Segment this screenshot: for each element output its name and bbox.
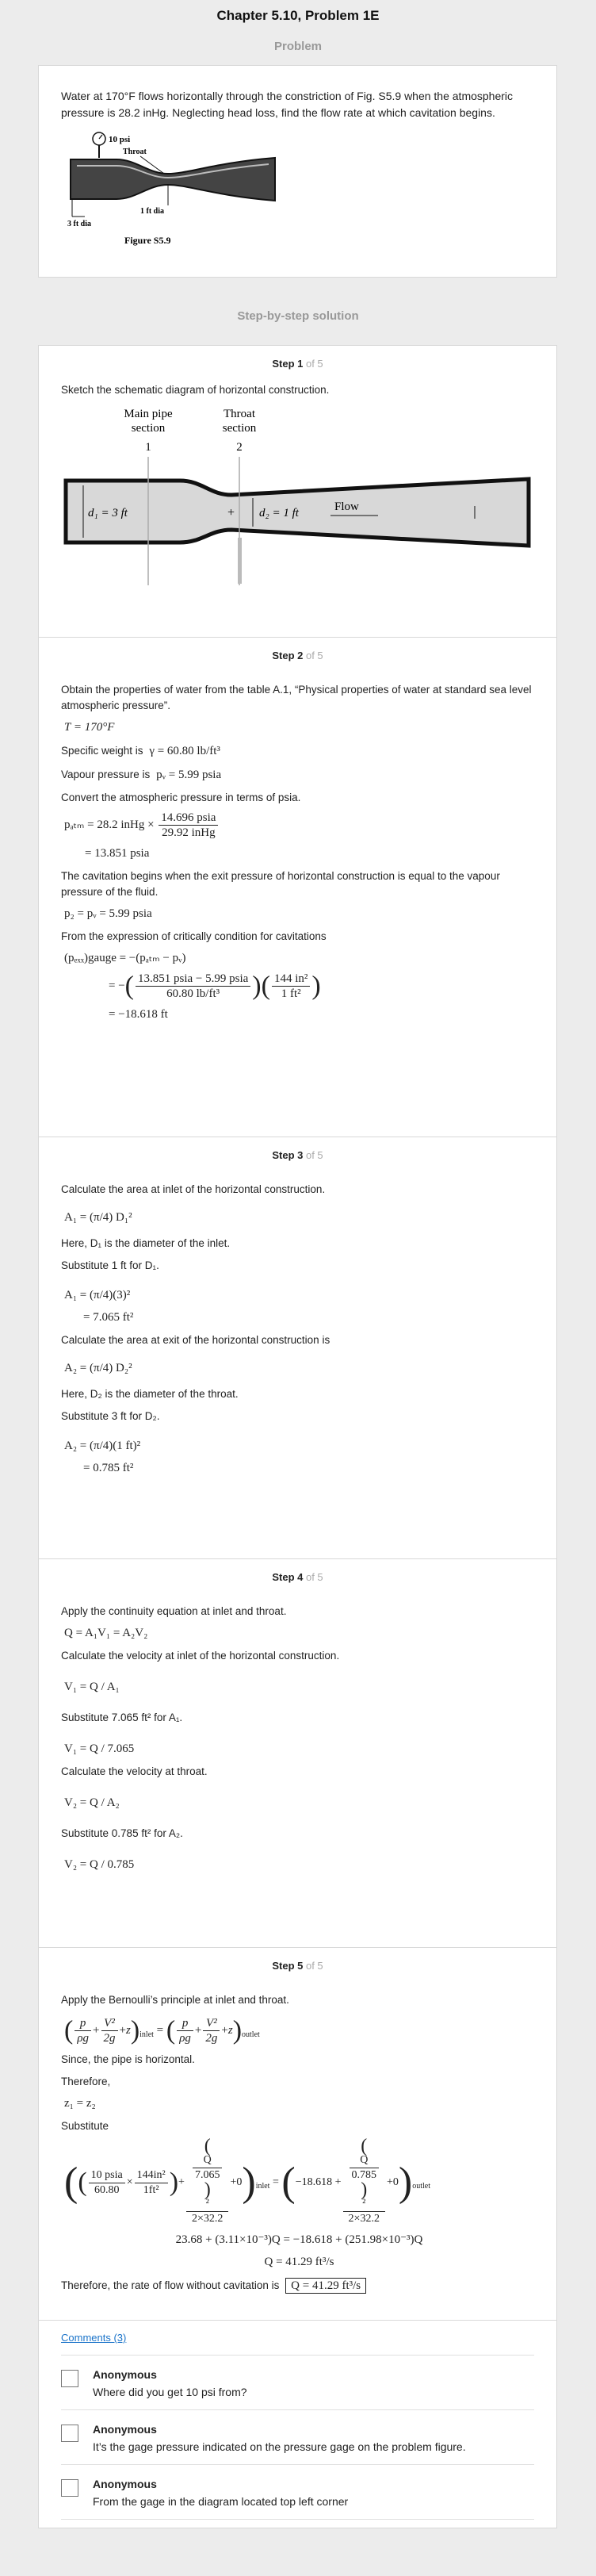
throat-label: Throat: [123, 148, 147, 156]
step-1: [39, 346, 556, 638]
comment-text: From the gage in the diagram located top left corner: [93, 2495, 349, 2508]
lhs-num: 10 psia: [89, 2168, 125, 2183]
step-1-text: Sketch the schematic diagram of horizontal construction.: [61, 384, 330, 396]
v2-sub-eq: V₂ = Q / 0.785: [64, 1858, 135, 1871]
vapour-pressure-line: [61, 766, 534, 784]
continuity-eq: Q = A₁V₁ = A₂V₂: [64, 1627, 148, 1639]
step-4-sub-1: Substitute 7.065 ft² for A₁.: [61, 1712, 183, 1723]
lhs-conv-num: 144in²: [135, 2168, 168, 2183]
step-2-label: Step 2: [272, 650, 304, 661]
comments-section: [39, 2321, 556, 2528]
den2: 2×32.2: [348, 2213, 380, 2225]
step-5-text-4: Substitute: [61, 2120, 109, 2132]
step-4-text-1: Apply the continuity equation at inlet and throat.: [61, 1605, 287, 1617]
flow-label: Flow: [334, 500, 359, 513]
main-pipe-label-2: section: [131, 422, 166, 435]
v1-sub-eq: V₁ = Q / 7.065: [64, 1742, 135, 1755]
eq2-conv: [272, 972, 310, 1001]
steps-card: [38, 345, 557, 2528]
step-2-of: of 5: [303, 650, 323, 661]
bernoulli-line-3: Q = 41.29 ft³/s: [264, 2256, 334, 2268]
specific-weight-label: Specific weight is: [61, 745, 143, 757]
comment-author: Anonymous: [93, 2423, 157, 2436]
step-3-sub-2: Substitute 3 ft for D₂.: [61, 1410, 160, 1422]
main-pipe-label-1: Main pipe: [124, 408, 173, 420]
step-2-text-4: From the expression of critically condition for cavitations: [61, 930, 327, 942]
step-3-text-2: Calculate the area at exit of the horizontal construction is: [61, 1334, 330, 1346]
step-3-label: Step 3: [272, 1149, 304, 1161]
lhs-den: 60.80: [94, 2183, 120, 2196]
patm-den: 29.92 inHg: [162, 826, 216, 839]
v2-eq: V₂ = Q / A₂: [64, 1796, 120, 1809]
den1: 2×32.2: [192, 2213, 224, 2225]
throat-section-number: 2: [236, 441, 243, 454]
specific-weight-line: [61, 742, 534, 760]
patm-eq: [64, 811, 534, 840]
figure-caption: Figure S5.9: [124, 235, 171, 246]
svg-text:+: +: [227, 506, 235, 519]
step-5-text-3: Therefore,: [61, 2076, 111, 2087]
step-5-label: Step 5: [272, 1960, 304, 1972]
step-4-header: [61, 1559, 534, 1589]
lhs-conv-den: 1ft²: [143, 2183, 159, 2196]
d1-label: d₁ = 3 ft: [88, 507, 128, 519]
final-answer-line: [61, 2277, 534, 2294]
comment: [61, 2409, 534, 2464]
step-3-header: [61, 1137, 534, 1167]
horizontal-construction-diagram: [61, 403, 537, 589]
step-2: [39, 638, 556, 1137]
throat-label-1: Throat: [224, 408, 255, 420]
a1-sub-eq: A₁ = (π/4)(3)²: [64, 1289, 131, 1301]
z-eq: z₁ = z₂: [64, 2097, 96, 2110]
p2-eq: p₂ = pᵥ = 5.99 psia: [64, 907, 152, 920]
step-2-header: [61, 638, 534, 668]
a2-sub-eq: A₂ = (π/4)(1 ft)²: [64, 1439, 141, 1452]
throat-label-2: section: [222, 422, 257, 435]
step-3-text-1: Calculate the area at inlet of the horizontal construction.: [61, 1183, 326, 1195]
constriction-pipe: [71, 158, 275, 201]
step-4-text-2: Calculate the velocity at inlet of the horizontal construction.: [61, 1650, 340, 1662]
problem-figure: [61, 128, 291, 247]
step-3-here-1: Here, D₁ is the diameter of the inlet.: [61, 1237, 231, 1249]
step-3-here-2: Here, D₂ is the diameter of the throat.: [61, 1388, 239, 1400]
comment-text: Where did you get 10 psi from?: [93, 2386, 247, 2398]
pipe-dia-label: 3 ft dia: [67, 220, 91, 228]
step-3: [39, 1137, 556, 1559]
solution-heading: Step-by-step solution: [237, 309, 359, 323]
q1-num: Q: [193, 2153, 223, 2168]
final-answer-box: Q = 41.29 ft³/s: [285, 2278, 366, 2294]
step-5-text-1: Apply the Bernoulli’s principle at inlet and throat.: [61, 1994, 289, 2006]
page-title: Chapter 5.10, Problem 1E: [216, 8, 380, 23]
patm-num: 14.696 psia: [159, 811, 218, 826]
q2-num: Q: [350, 2153, 380, 2168]
vapour-pressure-label: Vapour pressure is: [61, 769, 151, 780]
specific-weight-value: γ = 60.80 lb/ft³: [149, 745, 220, 757]
eq2-den: 60.80 lb/ft³: [166, 987, 220, 1000]
bernoulli-line-2: 23.68 + (3.11×10⁻³)Q = −18.618 + (251.98×10⁻³)Q: [175, 2233, 423, 2246]
eq2-conv-den: 1 ft²: [281, 987, 301, 1000]
step-1-header: [61, 346, 534, 376]
step-2-text-1: Obtain the properties of water from the table A.1, “Physical properties of water at standard sea level atmospheric pressure”.: [61, 684, 532, 711]
problem-heading: Problem: [273, 40, 322, 53]
problem-card: [38, 65, 557, 278]
step-2-text-2: Convert the atmospheric pressure in terms of psia.: [61, 792, 301, 803]
q2-den: 0.785: [351, 2169, 376, 2181]
step-2-text-3: The cavitation begins when the exit pressure of horizontal construction is equal to the vapour pressure of the fluid.: [61, 870, 500, 898]
patm-lhs: pₐₜₘ = 28.2 inHg ×: [64, 818, 155, 831]
comment-checkbox[interactable]: [61, 2370, 78, 2387]
bernoulli-eq: ( $\frac{p}{\rho g}$ + $\frac{\text{V²}}{2g}$ $+z)_{inlet}$ = ( $\frac{p}{\rho g}$ + $\frac{\text{V²}}{2g}$ $+z)_{outlet}$: [64, 2015, 260, 2045]
cavitation-eq-1: (pₑₓₓ)gauge = −(pₐₜₘ − pᵥ): [64, 952, 186, 964]
step-4: [39, 1559, 556, 1948]
main-section-number: 1: [145, 441, 151, 454]
a2-result: = 0.785 ft²: [83, 1462, 134, 1474]
step-3-sub-1: Substitute 1 ft for D₁.: [61, 1259, 159, 1271]
cavitation-result: = −18.618 ft: [109, 1008, 168, 1021]
comments-link[interactable]: Comments (3): [61, 2332, 127, 2344]
a1-result: = 7.065 ft²: [83, 1311, 134, 1324]
v1-eq: V₁ = Q / A₁: [64, 1681, 120, 1693]
step-1-label: Step 1: [272, 358, 304, 370]
comment-author: Anonymous: [93, 2478, 157, 2490]
throat-dia-label: 1 ft dia: [140, 207, 164, 216]
step-1-of: of 5: [303, 358, 323, 370]
patm-result: = 13.851 psia: [85, 847, 150, 860]
temperature-eq: T = 170°F: [64, 721, 115, 734]
vapour-pressure-value: pᵥ = 5.99 psia: [156, 769, 222, 781]
cavitation-eq-2: = −( $\frac{\text{13.851 psia − 5.99 psia}}{\text{60.80 lb/ft³}}$ )( $\frac{\text{144 in²}}{\text{1 ft²}}$ ): [109, 971, 321, 1001]
step-4-label: Step 4: [272, 1571, 304, 1583]
step-5: [39, 1948, 556, 2321]
problem-text: Water at 170°F flows horizontally through the constriction of Fig. S5.9 when the atmospheric pressure is 28.2 inHg. Neglecting head loss, find the flow rate at which cavitation begins.: [61, 90, 514, 119]
step-4-of: of 5: [303, 1571, 323, 1583]
gauge-label: 10 psi: [109, 135, 131, 144]
comment-author: Anonymous: [93, 2368, 157, 2381]
rhs-a: −18.618 +: [295, 2176, 342, 2189]
step-4-text-3: Calculate the velocity at throat.: [61, 1765, 208, 1777]
comment-checkbox[interactable]: [61, 2425, 78, 2442]
step-3-of: of 5: [303, 1149, 323, 1161]
comment-text: It’s the gage pressure indicated on the pressure gage on the problem figure.: [93, 2440, 466, 2453]
comment-checkbox[interactable]: [61, 2479, 78, 2497]
eq2-frac: [136, 972, 250, 1001]
step-5-text-2: Since, the pipe is horizontal.: [61, 2053, 195, 2065]
step-5-header: [61, 1948, 534, 1978]
d2-label: d₂ = 1 ft: [259, 507, 299, 519]
step-5-of: of 5: [303, 1960, 323, 1972]
comment: [61, 2464, 534, 2520]
final-text: Therefore, the rate of flow without cavitation is: [61, 2279, 280, 2291]
patm-frac: [159, 811, 218, 840]
eq2-conv-num: 144 in²: [272, 972, 310, 987]
step-4-sub-2: Substitute 0.785 ft² for A₂.: [61, 1827, 183, 1839]
substituted-bernoulli: (( $\frac{\text{10 psia}}{60.80}$ × $\frac{\text{144in²}}{\text{1ft²}}$ )+ ( Q 7.065 ) ² 2×32.2 $+0)_{inlet} = (-18.618$ + ( Q 0.785 ) ² 2×32.2 $+0)_{outlet}$: [64, 2136, 431, 2225]
a1-eq: A₁ = (π/4) D₁²: [64, 1211, 132, 1224]
comment: [61, 2355, 534, 2409]
eq2-num: 13.851 psia − 5.99 psia: [136, 972, 250, 987]
q1-den: 7.065: [194, 2169, 220, 2181]
a2-eq: A₂ = (π/4) D₂²: [64, 1362, 132, 1374]
